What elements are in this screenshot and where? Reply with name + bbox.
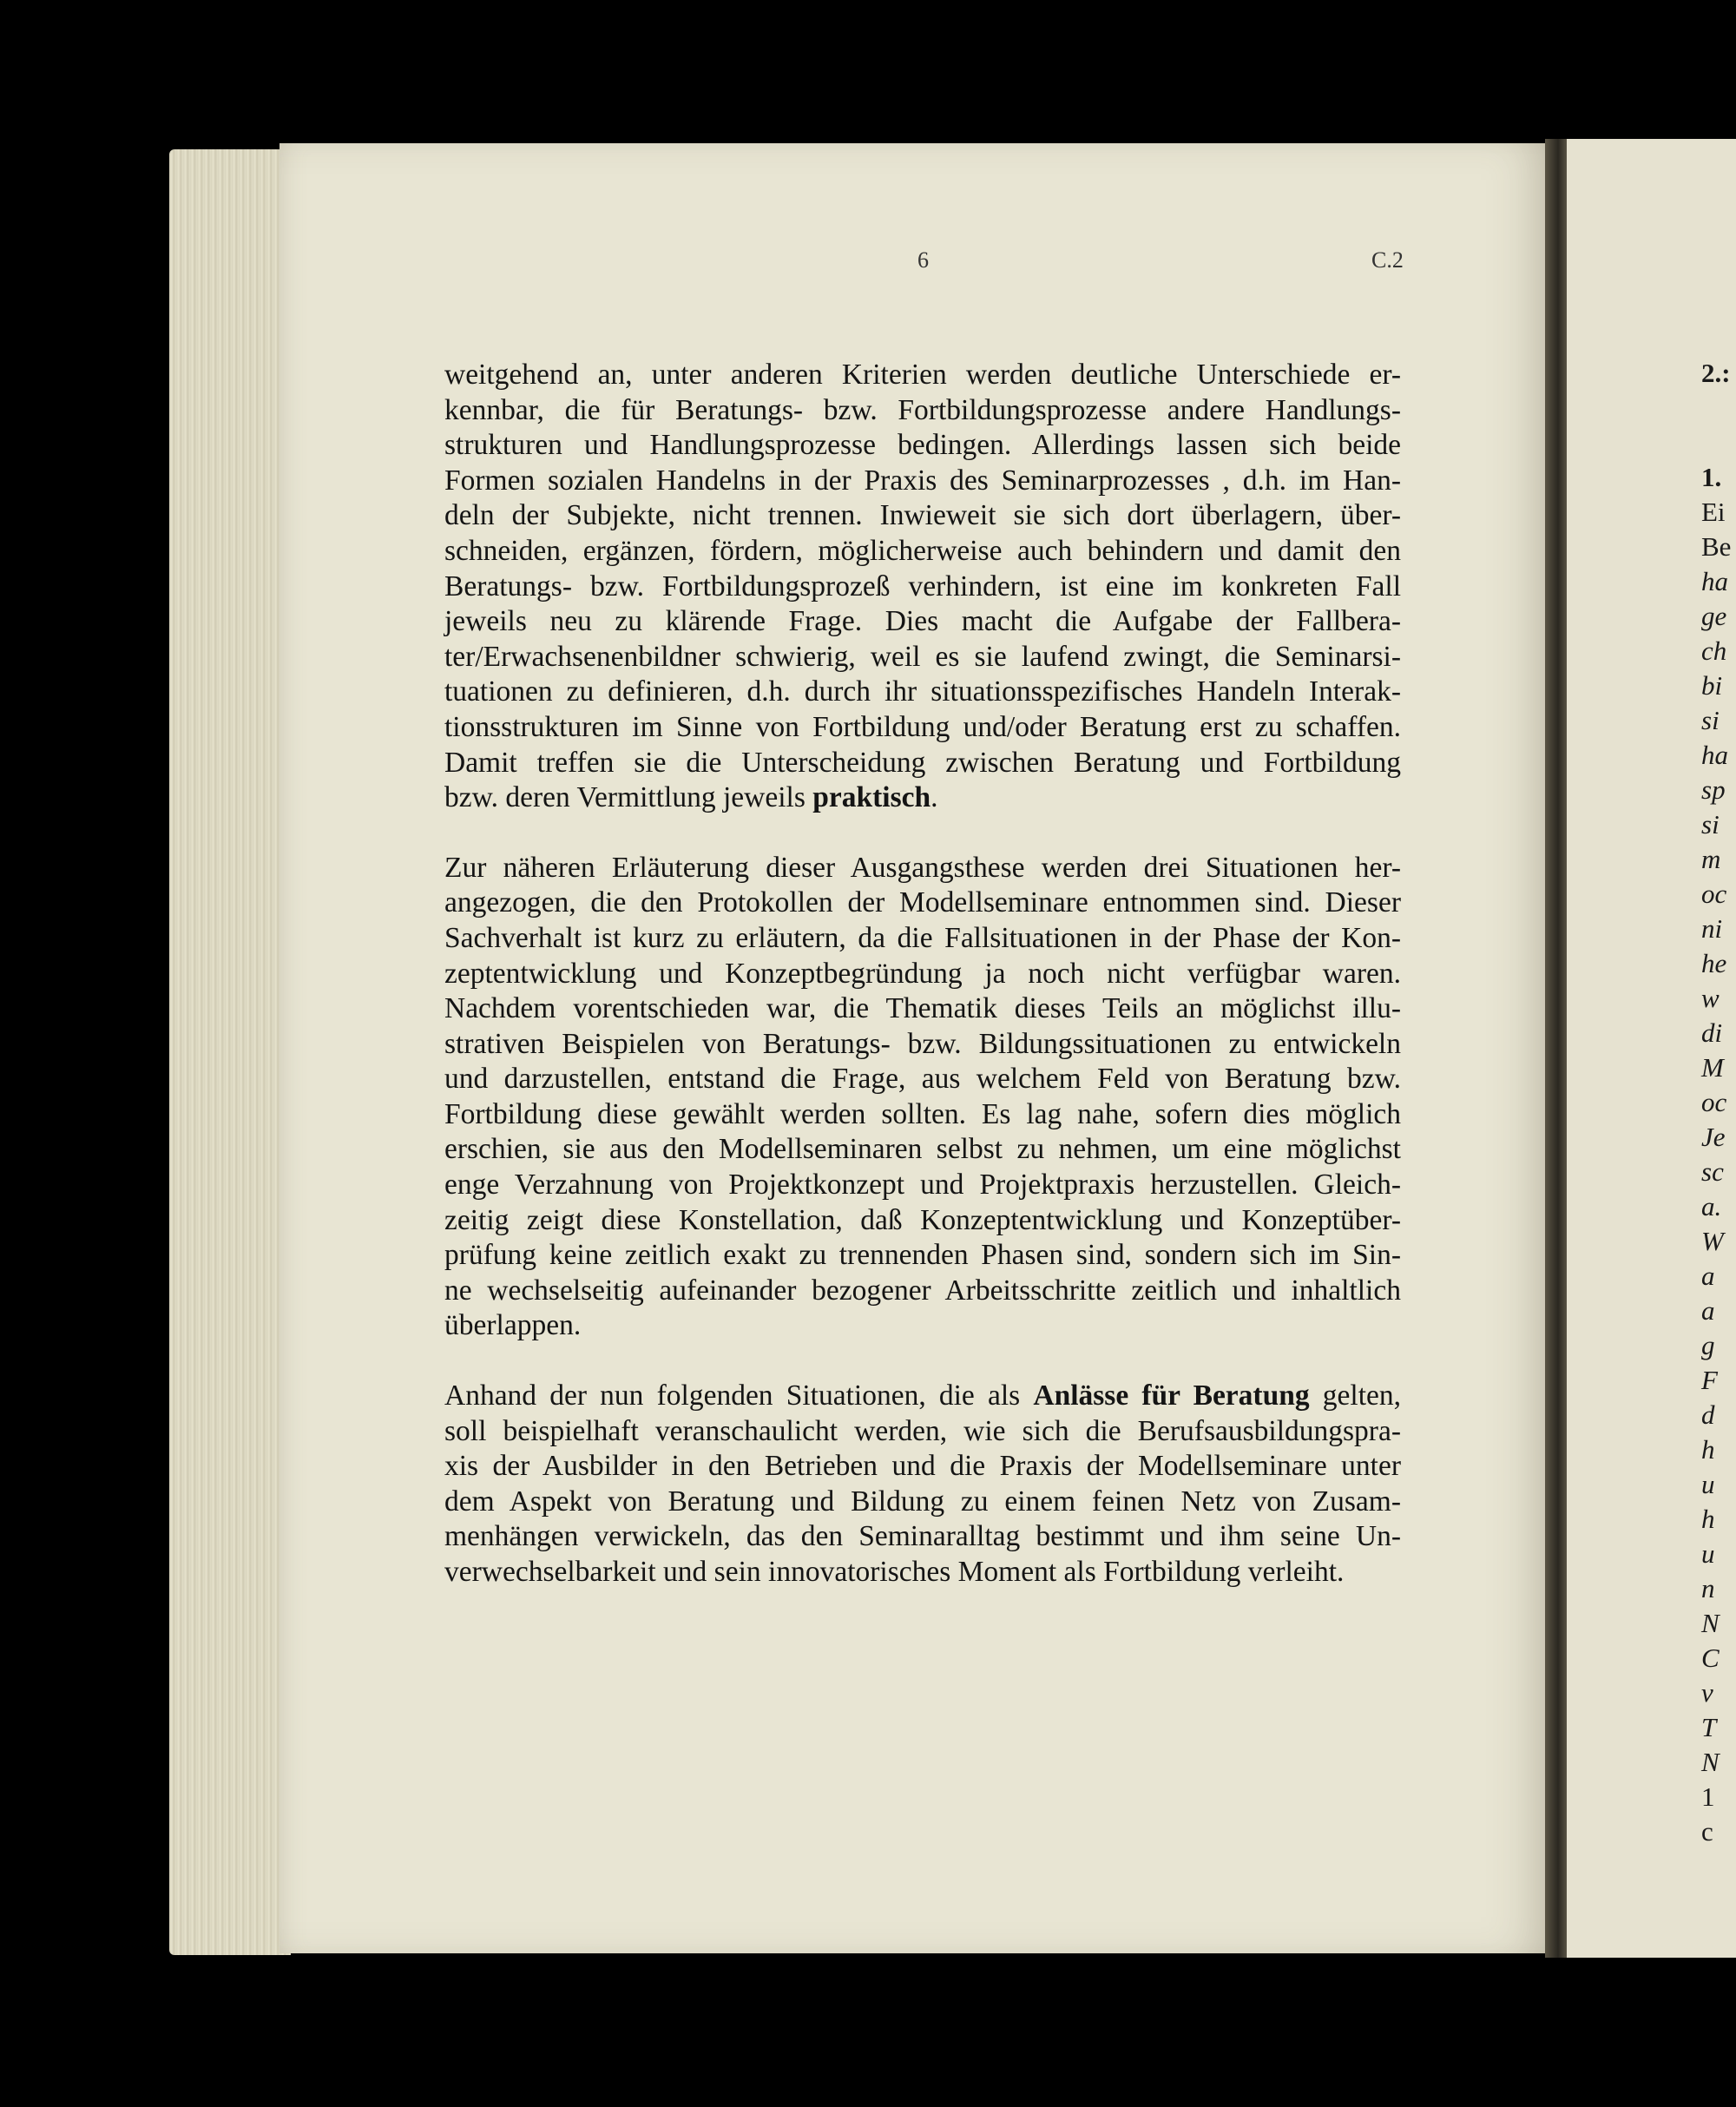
text-line — [444, 780, 1401, 816]
facing-page-fragment: sp — [1701, 774, 1726, 805]
facing-page-fragment: v — [1701, 1677, 1713, 1708]
text-line: deln der Subjekte, nicht trennen. Inwieweit sie sich dort überlagern, über- — [444, 499, 1401, 532]
facing-page-fragment: Be — [1701, 531, 1732, 562]
facing-page-fragment: bi — [1701, 670, 1723, 701]
paragraph-1 — [444, 358, 1401, 816]
text-line: erschien, sie aus den Modellseminaren selbst zu nehmen, um eine möglichst — [444, 1133, 1401, 1166]
facing-page-fragment: F — [1701, 1365, 1718, 1395]
text-line: weitgehend an, unter anderen Kriterien werden deutliche Unterschiede er- — [444, 359, 1401, 391]
facing-page-fragment: W — [1701, 1226, 1724, 1256]
text-run: . — [930, 781, 938, 814]
facing-page-fragment: si — [1701, 705, 1720, 735]
facing-page-fragment: sc — [1701, 1156, 1724, 1187]
facing-page-fragment: T — [1701, 1712, 1717, 1742]
facing-page-fragment: 1 — [1701, 1781, 1715, 1812]
facing-page — [1567, 139, 1736, 1958]
facing-page-fragment: g — [1701, 1330, 1715, 1360]
text-line: ter/Erwachsenenbildner schwierig, weil es sie laufend zwingt, die Seminarsi- — [444, 640, 1401, 673]
facing-page-fragment: ch — [1701, 635, 1727, 666]
facing-page-fragment: m — [1701, 844, 1721, 874]
text-line: menhängen verwickeln, das den Seminaralltag bestimmt und ihm seine Un- — [444, 1520, 1401, 1553]
text-run: bzw. deren Vermittlung jeweils — [444, 781, 813, 814]
text-line: strukturen und Handlungsprozesse bedingen. Allerdings lassen sich beide — [444, 429, 1401, 462]
text-line: tionsstrukturen im Sinne von Fortbildung und/oder Beratung erst zu schaffen. — [444, 710, 1401, 743]
facing-page-fragment: 1. — [1701, 462, 1722, 492]
facing-page-fragment: d — [1701, 1399, 1715, 1430]
facing-page-fragment: ge — [1701, 601, 1727, 631]
text-line: jeweils neu zu klärende Frage. Dies macht die Aufgabe der Fallbera- — [444, 605, 1401, 638]
facing-page-fragment: u — [1701, 1538, 1715, 1569]
text-line: angezogen, die den Protokollen der Modellseminare entnommen sind. Dieser — [444, 886, 1401, 919]
facing-page-fragment: Ei — [1701, 497, 1726, 527]
text-line: und darzustellen, entstand die Frage, aus welchem Feld von Beratung bzw. — [444, 1063, 1401, 1096]
text-line: strativen Beispielen von Beratungs- bzw. Bildungssituationen zu entwickeln — [444, 1027, 1401, 1060]
page-number: 6 — [917, 247, 929, 273]
facing-page-fragment: ha — [1701, 566, 1728, 596]
facing-page-fragment: Je — [1701, 1122, 1726, 1152]
facing-page-fragment: N — [1701, 1608, 1720, 1638]
text-line — [444, 1379, 1401, 1414]
text-line: ne wechselseitig aufeinander bezogener Arbeitsschritte zeitlich und inhaltlich — [444, 1274, 1401, 1307]
paragraph-3 — [444, 1379, 1401, 1590]
text-line: schneiden, ergänzen, fördern, möglicherweise auch behindern und damit den — [444, 534, 1401, 567]
facing-page-fragment: ni — [1701, 913, 1723, 944]
text-line: Fortbildung diese gewählt werden sollten. Es lag nahe, sofern dies möglich — [444, 1097, 1401, 1130]
text-line: kennbar, die für Beratungs- bzw. Fortbildungsprozesse andere Handlungs- — [444, 393, 1401, 426]
body-text — [444, 358, 1401, 1625]
text-line: verwechselbarkeit und sein innovatorisches Moment als Fortbildung verleiht. — [444, 1556, 1345, 1588]
text-line: überlappen. — [444, 1309, 582, 1342]
text-line: zeitig zeigt diese Konstellation, daß Konzeptentwicklung und Konzeptüber- — [444, 1203, 1401, 1236]
text-line: prüfung keine zeitlich exakt zu trennenden Phasen sind, sondern sich im Sin- — [444, 1239, 1401, 1272]
text-line: Beratungs- bzw. Fortbildungsprozeß verhindern, ist eine im konkreten Fall — [444, 570, 1401, 602]
text-line: tuationen zu definieren, d.h. durch ihr situationsspezifisches Handeln Interak- — [444, 675, 1401, 708]
facing-page-fragment: a. — [1701, 1191, 1722, 1221]
text-run: gelten, — [1309, 1379, 1402, 1412]
text-line: Zur näheren Erläuterung dieser Ausgangsthese werden drei Situationen her- — [444, 851, 1401, 884]
facing-page-fragment: u — [1701, 1469, 1715, 1499]
text-line: soll beispielhaft veranschaulicht werden, wie sich die Berufsausbildungspra- — [444, 1414, 1401, 1447]
text-line: dem Aspekt von Beratung und Bildung zu einem feinen Netz von Zusam- — [444, 1485, 1401, 1518]
facing-page-fragment: a — [1701, 1295, 1715, 1326]
emphasis-praktisch: praktisch — [812, 781, 931, 814]
text-line: Damit treffen sie die Unterscheidung zwischen Beratung und Fortbildung — [444, 746, 1401, 779]
paragraph-2 — [444, 851, 1401, 1344]
text-line: zeptentwicklung und Konzeptbegründung ja noch nicht verfügbar waren. — [444, 957, 1401, 990]
book-page-edges — [169, 149, 291, 1955]
facing-page-fragment: a — [1701, 1261, 1715, 1291]
facing-page-fragment: he — [1701, 948, 1727, 978]
text-line: xis der Ausbilder in den Betrieben und die Praxis der Modellseminare unter — [444, 1450, 1401, 1483]
emphasis-anlaesse: Anlässe für Beratung — [1033, 1379, 1310, 1412]
facing-page-fragment: 2.: — [1701, 358, 1731, 388]
facing-page-fragment: ha — [1701, 740, 1728, 770]
facing-page-fragment: M — [1701, 1052, 1724, 1083]
facing-page-fragment: di — [1701, 1017, 1723, 1048]
facing-page-fragment: oc — [1701, 879, 1727, 909]
facing-page-fragment: c — [1701, 1816, 1713, 1847]
text-run: Anhand der nun folgenden Situationen, die als — [444, 1379, 1034, 1412]
facing-page-fragment: oc — [1701, 1087, 1727, 1117]
section-marker: C.2 — [1371, 247, 1404, 273]
facing-page-fragment: N — [1701, 1747, 1720, 1777]
facing-page-fragment: n — [1701, 1573, 1715, 1603]
facing-page-fragment: si — [1701, 809, 1720, 840]
facing-page-fragment: C — [1701, 1643, 1720, 1673]
facing-page-fragment: h — [1701, 1434, 1715, 1465]
text-line: Sachverhalt ist kurz zu erläutern, da die Fallsituationen in der Phase der Kon- — [444, 921, 1401, 954]
facing-page-fragment: h — [1701, 1504, 1715, 1534]
text-line: Nachdem vorentschieden war, die Thematik dieses Teils an möglichst illu- — [444, 992, 1401, 1025]
text-line: enge Verzahnung von Projektkonzept und Projektpraxis herzustellen. Gleich- — [444, 1169, 1401, 1202]
text-line: Formen sozialen Handelns in der Praxis des Seminarprozesses , d.h. im Han- — [444, 464, 1401, 497]
facing-page-fragment: w — [1701, 983, 1720, 1013]
